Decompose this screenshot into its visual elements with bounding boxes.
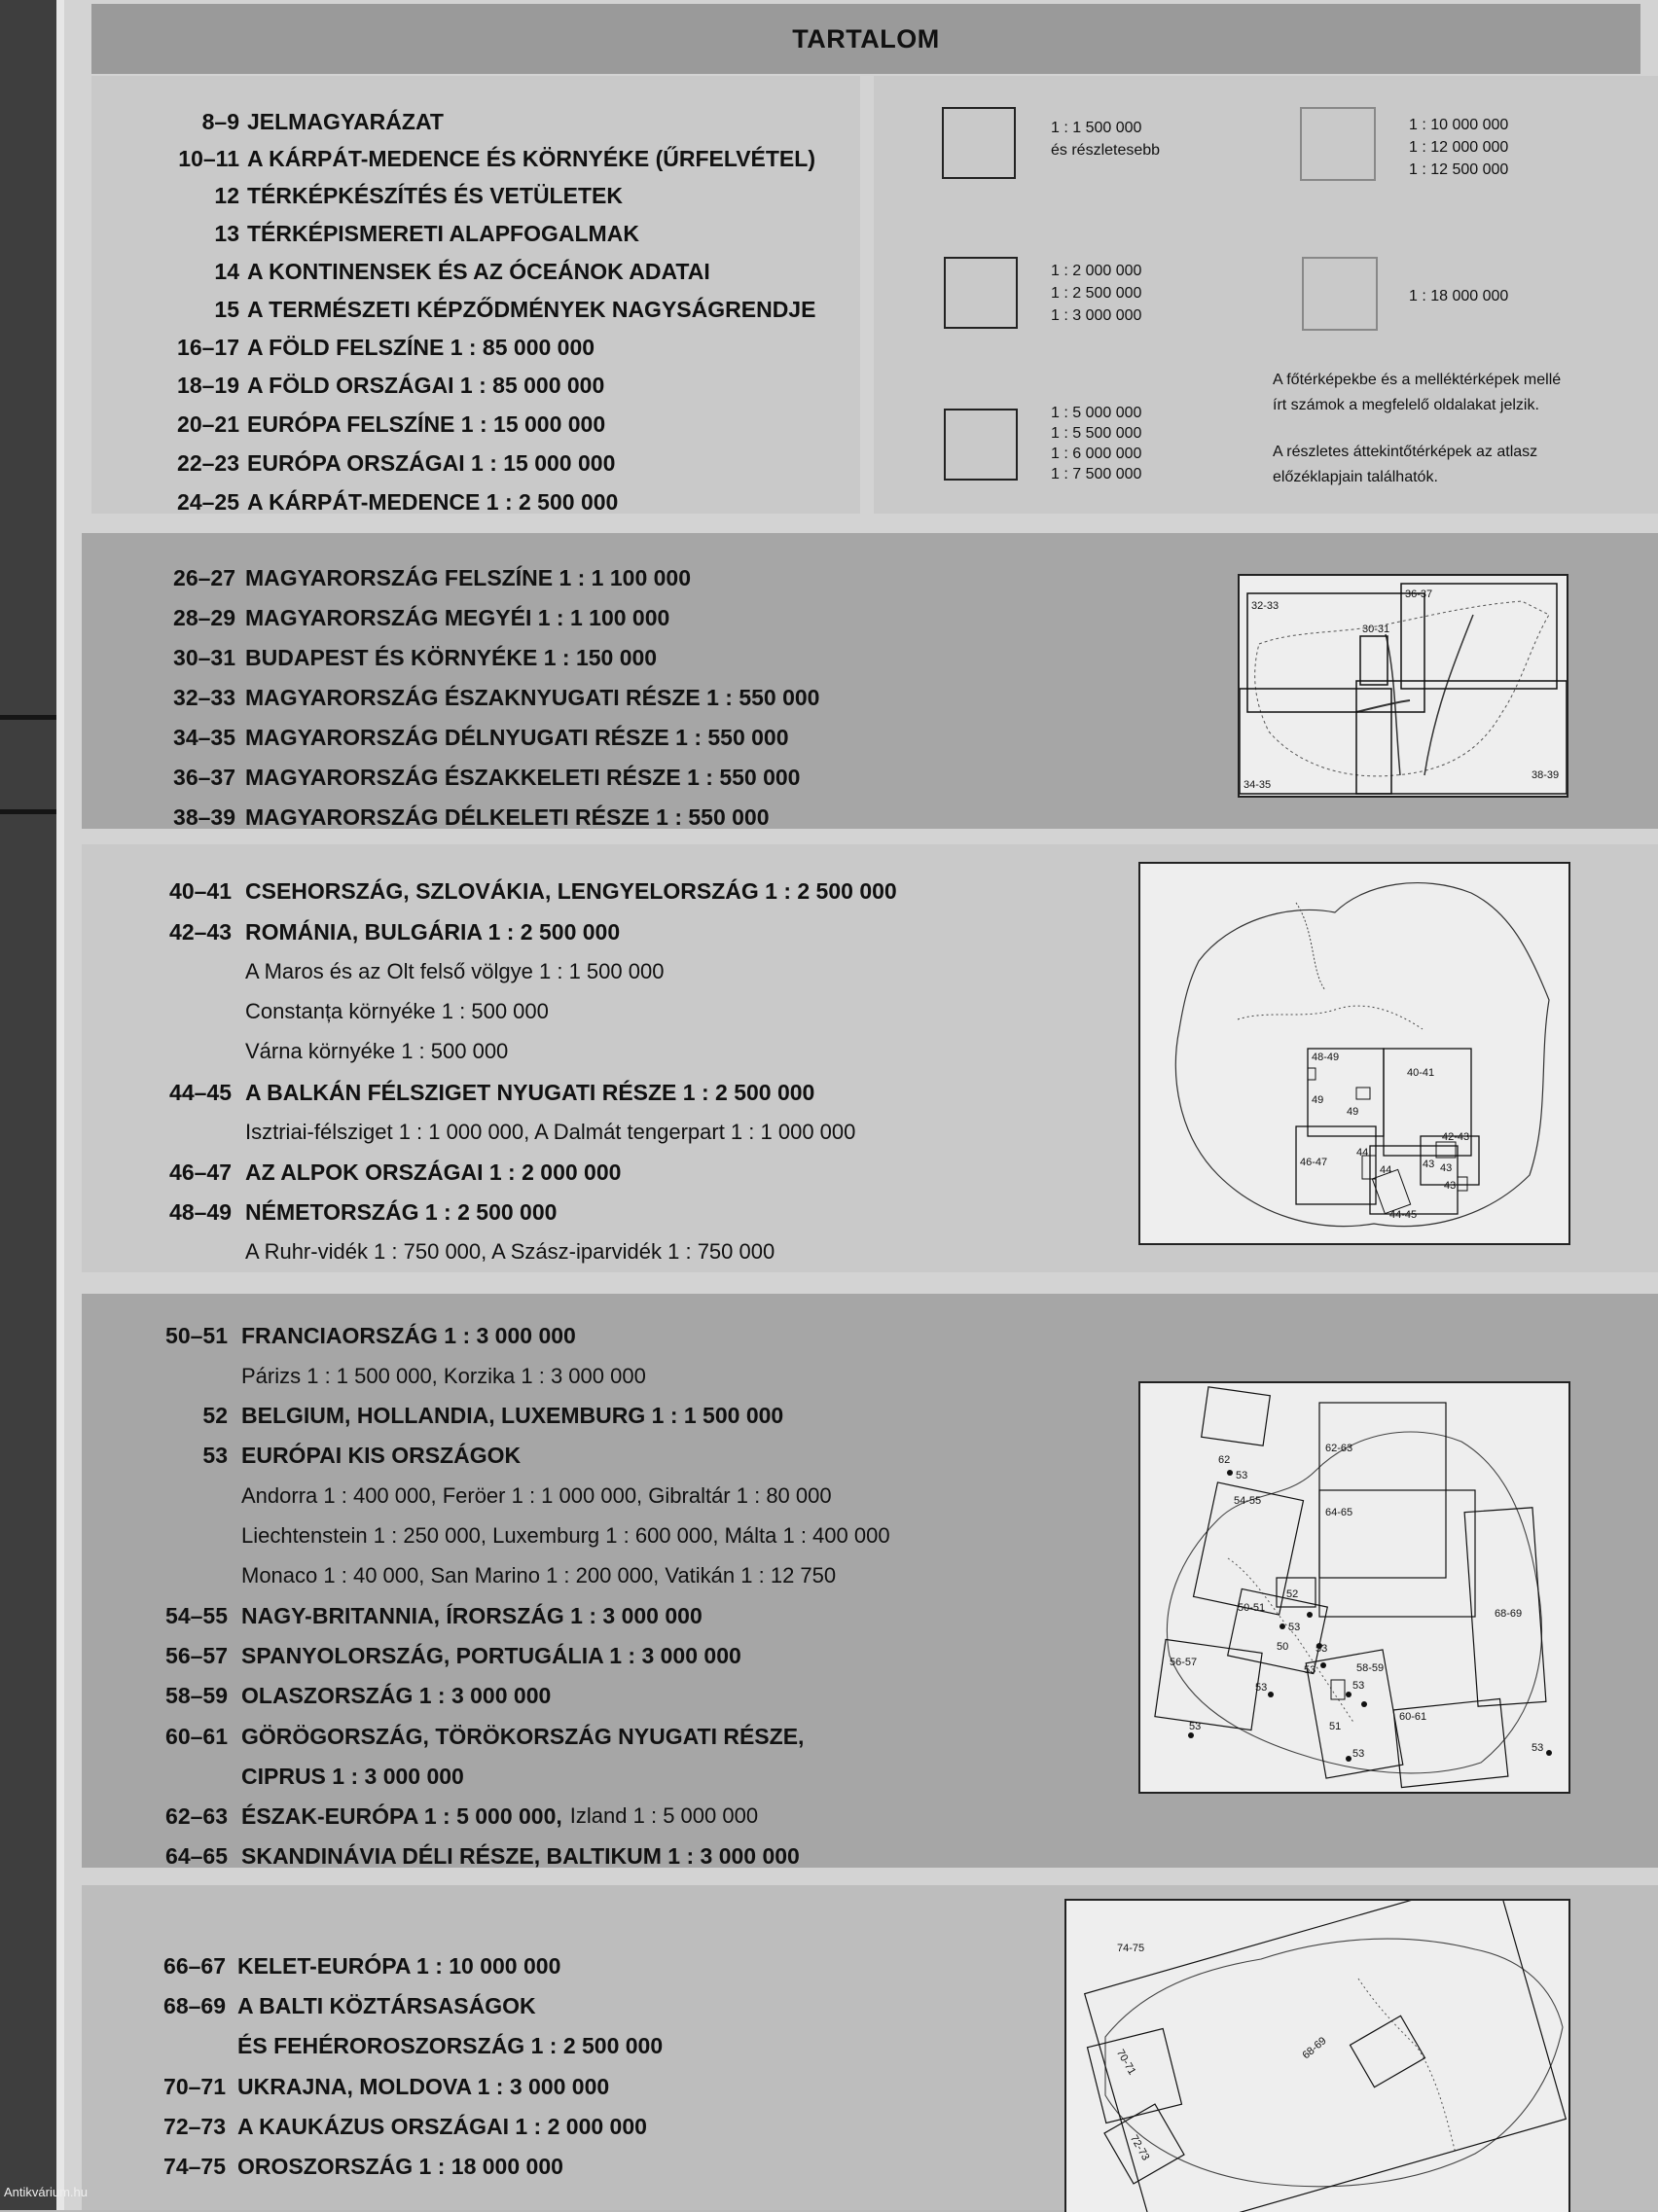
toc-subentry: Liechtenstein 1 : 250 000, Luxemburg 1 : 600 000, Málta 1 : 400 000 — [241, 1523, 890, 1548]
toc-title: SKANDINÁVIA DÉLI RÉSZE, BALTIKUM 1 : 3 000 000 — [241, 1843, 800, 1869]
toc-title: A BALTI KÖZTÁRSASÁGOK — [237, 1993, 536, 2018]
toc-title: A KAUKÁZUS ORSZÁGAI 1 : 2 000 000 — [237, 2114, 647, 2139]
toc-title: OLASZORSZÁG 1 : 3 000 000 — [241, 1683, 552, 1708]
map-label: 36-37 — [1405, 589, 1433, 600]
map-label: 53 — [1352, 1680, 1365, 1692]
map-label: 53 — [1189, 1721, 1202, 1732]
map-label: 43 — [1440, 1162, 1453, 1174]
map-label: 43 — [1444, 1180, 1457, 1192]
toc-page-range: 18–19 — [177, 373, 239, 398]
toc-title: A BALKÁN FÉLSZIGET NYUGATI RÉSZE 1 : 2 500 000 — [245, 1080, 815, 1105]
toc-page-range: 42–43 — [169, 919, 232, 945]
map-label: 32-33 — [1251, 600, 1280, 612]
toc-page-range: 58–59 — [165, 1683, 228, 1708]
toc-title: A KONTINENSEK ÉS AZ ÓCEÁNOK ADATAI — [247, 259, 710, 284]
toc-page-range: 68–69 — [163, 1993, 226, 2018]
spine-band — [0, 715, 58, 720]
toc-title: TÉRKÉPKÉSZÍTÉS ÉS VETÜLETEK — [247, 183, 623, 208]
toc-subentry: A Maros és az Olt felső völgye 1 : 1 500 000 — [245, 959, 665, 983]
toc-title: CIPRUS 1 : 3 000 000 — [241, 1764, 464, 1789]
toc-page-range: 46–47 — [169, 1160, 232, 1185]
map-label: 64-65 — [1325, 1507, 1353, 1518]
map-label: 53 — [1288, 1622, 1301, 1633]
toc-page-range: 62–63 — [165, 1803, 228, 1829]
map-label: 68-69 — [1495, 1608, 1523, 1620]
map-label: 38-39 — [1532, 769, 1560, 781]
book-spine — [0, 0, 60, 2210]
toc-page-range: 48–49 — [169, 1199, 232, 1225]
toc-title: MAGYARORSZÁG ÉSZAKKELETI RÉSZE 1 : 550 000 — [245, 765, 801, 790]
legend-scale-4: 1 : 10 000 000 1 : 12 000 000 1 : 12 500 000 — [1409, 117, 1509, 178]
toc-subentry: Isztriai-félsziget 1 : 1 000 000, A Dalmát tengerpart 1 : 1 000 000 — [245, 1120, 856, 1144]
toc-page-range: 60–61 — [165, 1724, 228, 1749]
toc-page-range: 40–41 — [169, 878, 232, 904]
map-label: 72-73 — [1127, 2132, 1152, 2163]
toc-page-range: 8–9 — [201, 109, 239, 134]
map-label: 68-69 — [1300, 2035, 1329, 2062]
toc-title: A KÁRPÁT-MEDENCE ÉS KÖRNYÉKE (ŰRFELVÉTEL) — [247, 146, 815, 171]
map-label: 58-59 — [1356, 1662, 1385, 1674]
toc-title: CSEHORSZÁG, SZLOVÁKIA, LENGYELORSZÁG 1 : 2 500 000 — [245, 878, 897, 904]
map-label: 46-47 — [1300, 1157, 1328, 1168]
toc-title: NAGY-BRITANNIA, ÍRORSZÁG 1 : 3 000 000 — [241, 1603, 703, 1628]
toc-title: BELGIUM, HOLLANDIA, LUXEMBURG 1 : 1 500 000 — [241, 1403, 784, 1428]
map-label: 53 — [1236, 1470, 1248, 1481]
scale-box-overview — [1300, 107, 1376, 181]
toc-title: A FÖLD ORSZÁGAI 1 : 85 000 000 — [247, 373, 605, 398]
legend-scale-5: 1 : 18 000 000 — [1409, 288, 1509, 304]
toc-title: MAGYARORSZÁG DÉLNYUGATI RÉSZE 1 : 550 000 — [245, 725, 789, 750]
toc-page-range: 32–33 — [173, 685, 235, 710]
scale-box-small — [944, 409, 1018, 481]
toc-page-range: 22–23 — [177, 450, 239, 476]
map-label: 49 — [1312, 1094, 1324, 1106]
toc-page-range: 44–45 — [169, 1080, 232, 1105]
map-label: 74-75 — [1117, 1943, 1145, 1954]
legend-note-2: A részletes áttekintőtérképek az atlasz előzéklapjain találhatók. — [1273, 444, 1538, 485]
map-label: 48-49 — [1312, 1052, 1340, 1063]
toc-page-range: 15 — [214, 297, 239, 322]
map-label: 62 — [1218, 1454, 1231, 1466]
hungary-map-svg — [1240, 576, 1567, 796]
toc-page-range: 66–67 — [163, 1953, 226, 1979]
map-label: 56-57 — [1170, 1657, 1198, 1668]
toc-page-range: 34–35 — [173, 725, 235, 750]
legend-scale-3: 1 : 5 000 000 1 : 5 500 000 1 : 6 000 000 1 : 7 500 000 — [1051, 405, 1142, 482]
western-europe-map-svg — [1140, 1383, 1568, 1792]
toc-subentry: Várna környéke 1 : 500 000 — [245, 1039, 509, 1063]
toc-title: BUDAPEST ÉS KÖRNYÉKE 1 : 150 000 — [245, 645, 658, 670]
toc-page-range: 74–75 — [163, 2154, 226, 2179]
map-label: 51 — [1329, 1721, 1342, 1732]
toc-page-range: 38–39 — [173, 804, 235, 830]
map-label: 53 — [1532, 1742, 1544, 1754]
toc-title: GÖRÖGORSZÁG, TÖRÖKORSZÁG NYUGATI RÉSZE, — [241, 1724, 805, 1749]
toc-title: MAGYARORSZÁG ÉSZAKNYUGATI RÉSZE 1 : 550 000 — [245, 685, 820, 710]
page-title: TARTALOM — [91, 4, 1640, 74]
legend-scale-2: 1 : 2 000 000 1 : 2 500 000 1 : 3 000 000 — [1051, 263, 1142, 324]
map-label: 53 — [1352, 1748, 1365, 1760]
toc-page-range: 30–31 — [173, 645, 235, 670]
toc-title: EURÓPA FELSZÍNE 1 : 15 000 000 — [247, 411, 606, 437]
toc-title: AZ ALPOK ORSZÁGAI 1 : 2 000 000 — [245, 1160, 622, 1185]
index-map-central-europe — [1138, 862, 1570, 1245]
map-label: 50-51 — [1238, 1602, 1266, 1614]
toc-subentry: Párizs 1 : 1 500 000, Korzika 1 : 3 000 000 — [241, 1364, 646, 1388]
toc-page-range: 36–37 — [173, 765, 235, 790]
spine-band — [0, 809, 58, 814]
toc-subentry: Monaco 1 : 40 000, San Marino 1 : 200 000, Vatikán 1 : 12 750 — [241, 1563, 837, 1588]
toc-page-range: 28–29 — [173, 605, 235, 630]
toc-title: MAGYARORSZÁG DÉLKELETI RÉSZE 1 : 550 000 — [245, 804, 770, 830]
toc-page-range: 10–11 — [178, 146, 239, 171]
toc-title: KELET-EURÓPA 1 : 10 000 000 — [237, 1953, 561, 1979]
scale-box-world — [1302, 257, 1378, 331]
map-label: 49 — [1347, 1106, 1359, 1118]
legend-note-1: A főtérképekbe és a melléktérképek mellé írt számok a megfelelő oldalakat jelzik. — [1273, 372, 1562, 413]
toc-page-range: 54–55 — [165, 1603, 228, 1628]
toc-page-range: 50–51 — [165, 1323, 228, 1348]
section-general — [91, 76, 860, 514]
toc-page-range: 70–71 — [163, 2074, 226, 2099]
toc-title: NÉMETORSZÁG 1 : 2 500 000 — [245, 1199, 558, 1225]
toc-subentry: Constanța környéke 1 : 500 000 — [245, 999, 549, 1023]
map-label: 40-41 — [1407, 1067, 1435, 1079]
watermark: Antikvárium.hu — [4, 2185, 88, 2199]
toc-title: A KÁRPÁT-MEDENCE 1 : 2 500 000 — [247, 489, 619, 515]
map-label: 53 — [1316, 1643, 1328, 1655]
toc-title: ÉS FEHÉROROSZORSZÁG 1 : 2 500 000 — [237, 2033, 664, 2058]
toc-page-range: 26–27 — [173, 565, 235, 590]
central-europe-map-svg — [1140, 864, 1568, 1243]
map-label: 70-71 — [1113, 2047, 1138, 2078]
toc-title: MAGYARORSZÁG MEGYÉI 1 : 1 100 000 — [245, 605, 670, 630]
map-label: 62-63 — [1325, 1443, 1353, 1454]
legend-scale-1: 1 : 1 500 000 és részletesebb — [1051, 120, 1161, 159]
scale-box-large — [942, 107, 1016, 179]
eastern-europe-map-svg — [1066, 1901, 1568, 2212]
toc-page-range: 72–73 — [163, 2114, 226, 2139]
index-map-western-europe — [1138, 1381, 1570, 1794]
map-label: 60-61 — [1399, 1711, 1427, 1723]
toc-title: UKRAJNA, MOLDOVA 1 : 3 000 000 — [237, 2074, 610, 2099]
map-label: 44 — [1380, 1164, 1392, 1176]
toc-page-range: 16–17 — [177, 335, 239, 360]
toc-page-range: 53 — [202, 1443, 228, 1468]
map-label: 53 — [1255, 1682, 1268, 1694]
scale-box-medium — [944, 257, 1018, 329]
toc-title: ROMÁNIA, BULGÁRIA 1 : 2 500 000 — [245, 919, 621, 945]
toc-title: A FÖLD FELSZÍNE 1 : 85 000 000 — [247, 335, 595, 360]
toc-page-range: 64–65 — [165, 1843, 228, 1869]
toc-page-range: 12 — [214, 183, 239, 208]
toc-page-range: 20–21 — [177, 411, 239, 437]
toc-page-range: 14 — [214, 259, 239, 284]
toc-title: ÉSZAK-EURÓPA 1 : 5 000 000, — [241, 1803, 562, 1829]
index-map-eastern-europe — [1064, 1899, 1570, 2212]
toc-title: SPANYOLORSZÁG, PORTUGÁLIA 1 : 3 000 000 — [241, 1643, 741, 1668]
toc-subentry: Andorra 1 : 400 000, Feröer 1 : 1 000 000, Gibraltár 1 : 80 000 — [241, 1483, 832, 1508]
toc-title: MAGYARORSZÁG FELSZÍNE 1 : 1 100 000 — [245, 565, 692, 590]
map-label: 44-45 — [1389, 1209, 1418, 1221]
map-label: 30-31 — [1362, 624, 1390, 635]
map-label: 54-55 — [1234, 1495, 1262, 1507]
toc-title: TÉRKÉPISMERETI ALAPFOGALMAK — [247, 221, 639, 246]
map-label: 42-43 — [1442, 1131, 1470, 1143]
toc-title: FRANCIAORSZÁG 1 : 3 000 000 — [241, 1323, 576, 1348]
toc-page-range: 52 — [202, 1403, 228, 1428]
toc-page-range: 56–57 — [165, 1643, 228, 1668]
map-label: 44 — [1356, 1147, 1369, 1159]
toc-subentry: A Ruhr-vidék 1 : 750 000, A Szász-iparvidék 1 : 750 000 — [245, 1239, 775, 1264]
map-label: 43 — [1423, 1159, 1435, 1170]
map-label: 50 — [1277, 1641, 1289, 1653]
toc-title: EURÓPAI KIS ORSZÁGOK — [241, 1443, 522, 1468]
map-label: 52 — [1286, 1588, 1299, 1600]
toc-subentry: Izland 1 : 5 000 000 — [569, 1803, 759, 1828]
toc-title: EURÓPA ORSZÁGAI 1 : 15 000 000 — [247, 450, 616, 476]
toc-page-range: 13 — [214, 221, 239, 246]
toc-title: OROSZORSZÁG 1 : 18 000 000 — [237, 2154, 563, 2179]
toc-page-range: 24–25 — [177, 489, 239, 515]
toc-title: JELMAGYARÁZAT — [247, 109, 444, 134]
map-label: 53 — [1304, 1664, 1316, 1676]
index-map-hungary — [1238, 574, 1568, 798]
toc-title: A TERMÉSZETI KÉPZŐDMÉNYEK NAGYSÁGRENDJE — [247, 297, 816, 322]
map-label: 34-35 — [1244, 779, 1272, 791]
